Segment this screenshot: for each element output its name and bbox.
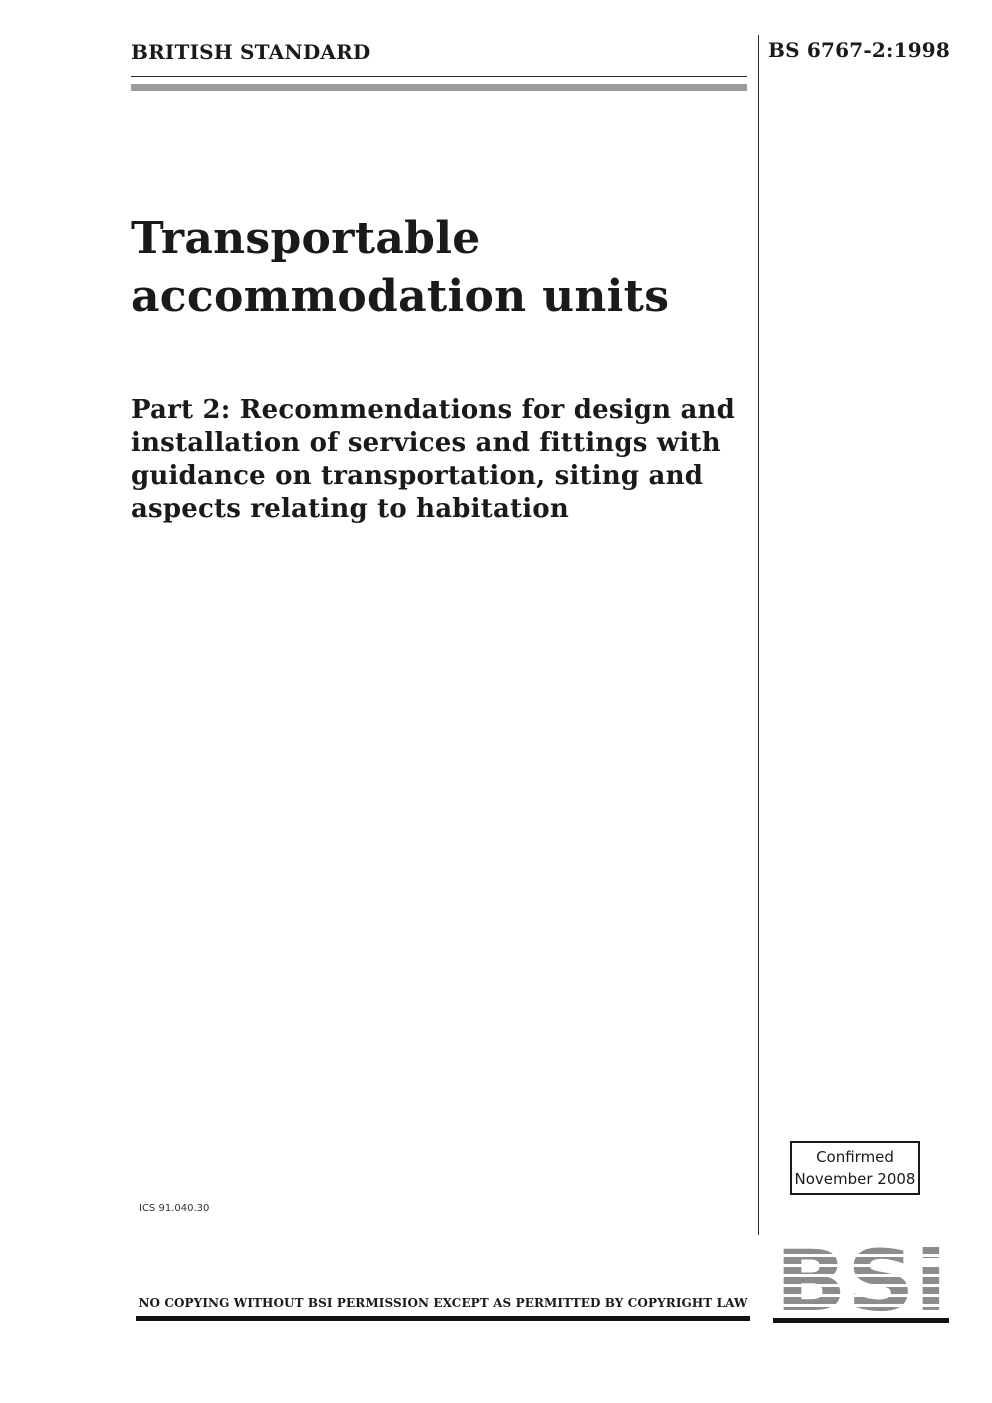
confirmed-stamp-line-2: November 2008 — [794, 1170, 916, 1188]
header-rule-grey — [131, 84, 747, 91]
document-title-line-1: Transportable — [131, 213, 481, 264]
footer-rule — [136, 1316, 750, 1321]
document-title-line-2: accommodation units — [131, 271, 670, 322]
margin-vertical-rule — [758, 35, 759, 1235]
copyright-notice: NO COPYING WITHOUT BSI PERMISSION EXCEPT AS PERMITTED BY COPYRIGHT LAW — [138, 1296, 748, 1310]
bsi-logo — [773, 1237, 949, 1323]
header-rule-thin — [131, 76, 747, 77]
document-header-label: BRITISH STANDARD — [131, 40, 371, 64]
document-title — [131, 210, 741, 326]
confirmed-stamp-line-1: Confirmed — [816, 1148, 894, 1166]
part-title: Part 2: Recommendations for design and installation of services and fittings with guidance on transportation, siting and aspects relating to habitation — [131, 395, 736, 524]
confirmed-stamp — [790, 1141, 920, 1195]
ics-code: ICS 91.040.30 — [139, 1203, 210, 1214]
standard-number: BS 6767-2:1998 — [768, 38, 951, 62]
